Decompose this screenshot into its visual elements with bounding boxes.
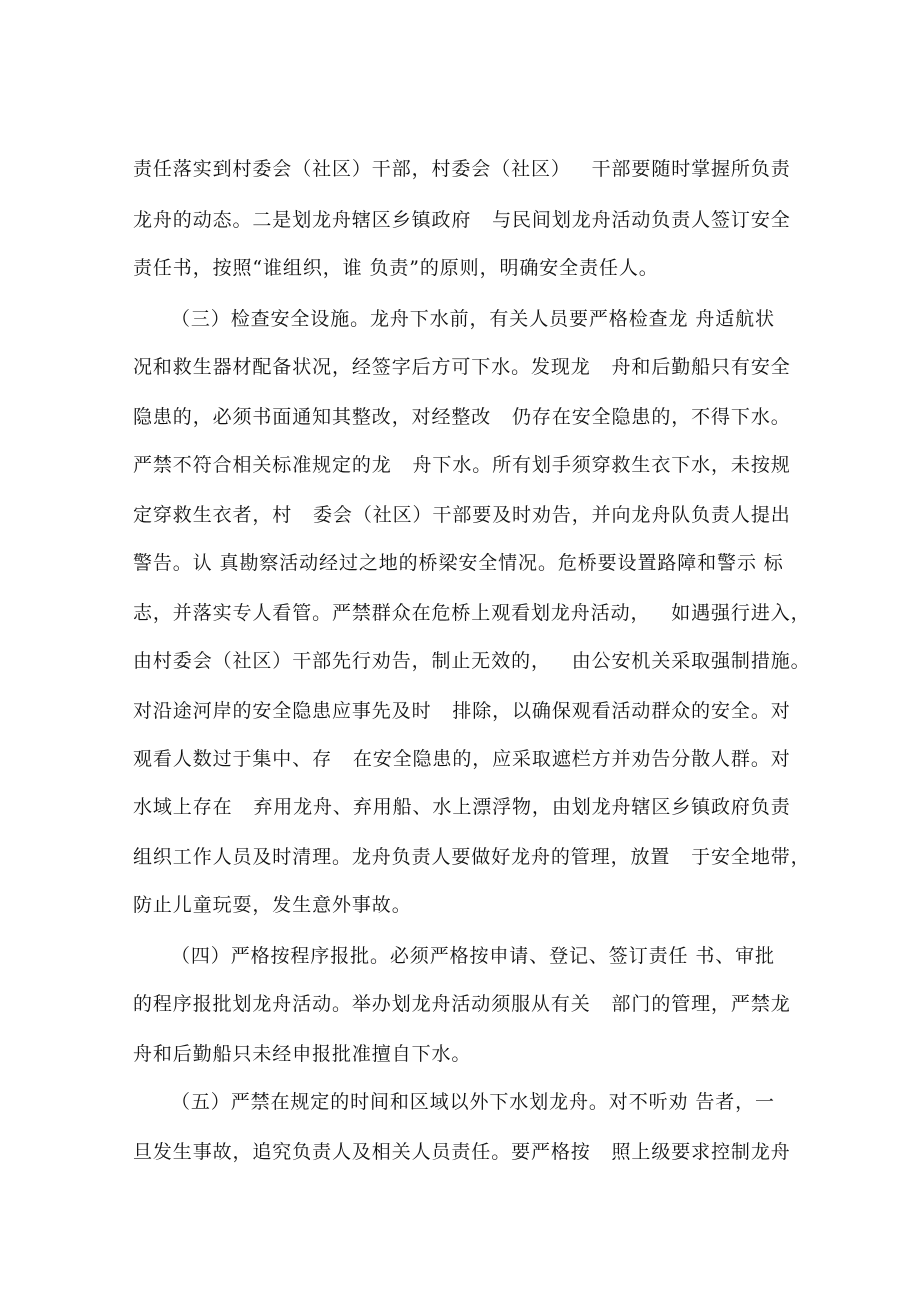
- text-line: 防止儿童玩耍，发生意外事故。: [133, 894, 412, 916]
- text-line: 隐患的，必须书面通知其整改，对经整改 仍存在安全隐患的，不得下水。: [133, 406, 791, 428]
- text-line: 对沿途河岸的安全隐患应事先及时 排除，以确保观看活动群众的安全。对: [133, 700, 791, 722]
- text-line: 组织工作人员及时清理。龙舟负责人要做好龙舟的管理，放置 于安全地带，: [133, 846, 811, 868]
- text-line: 况和救生器材配备状况，经签字后方可下水。发现龙 舟和后勤船只有安全: [133, 356, 791, 378]
- text-line: 责任落实到村委会（社区）干部，村委会（社区） 干部要随时掌握所负责: [133, 158, 791, 180]
- text-line: 的程序报批划龙舟活动。举办划龙舟活动须服从有关 部门的管理，严禁龙: [133, 993, 791, 1015]
- text-line: 舟和后勤船只未经申报批准擅自下水。: [133, 1043, 472, 1065]
- text-line: 观看人数过于集中、存 在安全隐患的，应采取遮栏方并劝告分散人群。对: [133, 748, 791, 770]
- text-line: 志，并落实专人看管。严禁群众在危桥上观看划龙舟活动， 如遇强行进入，: [133, 602, 811, 624]
- text-line: 定穿救生衣者，村 委会（社区）干部要及时劝告，并向龙舟队负责人提出: [133, 504, 791, 526]
- text-line: 水域上存在 弃用龙舟、弃用船、水上漂浮物，由划龙舟辖区乡镇政府负责: [133, 796, 791, 818]
- text-line: 责任书，按照“谁组织，谁 负责”的原则，明确安全责任人。: [133, 257, 659, 279]
- paragraph-4-start: （四）严格按程序报批。必须严格按申请、登记、签订责任 书、审批: [171, 945, 775, 967]
- paragraph-3-start: （三）检查安全设施。龙舟下水前，有关人员要严格检查龙 舟适航状: [171, 308, 775, 330]
- text-line: 警告。认 真勘察活动经过之地的桥梁安全情况。危桥要设置路障和警示 标: [133, 552, 784, 574]
- text-line: 严禁不符合相关标准规定的龙 舟下水。所有划手须穿救生衣下水，未按规: [133, 454, 791, 476]
- paragraph-5-start: （五）严禁在规定的时间和区域以外下水划龙舟。对不听劝 告者，一: [171, 1091, 775, 1113]
- text-line: 由村委会（社区）干部先行劝告，制止无效的， 由公安机关采取强制措施。: [133, 650, 811, 672]
- text-line: 旦发生事故，追究负责人及相关人员责任。要严格按 照上级要求控制龙舟: [133, 1141, 791, 1163]
- text-line: 龙舟的动态。二是划龙舟辖区乡镇政府 与民间划龙舟活动负责人签订安全: [133, 209, 791, 231]
